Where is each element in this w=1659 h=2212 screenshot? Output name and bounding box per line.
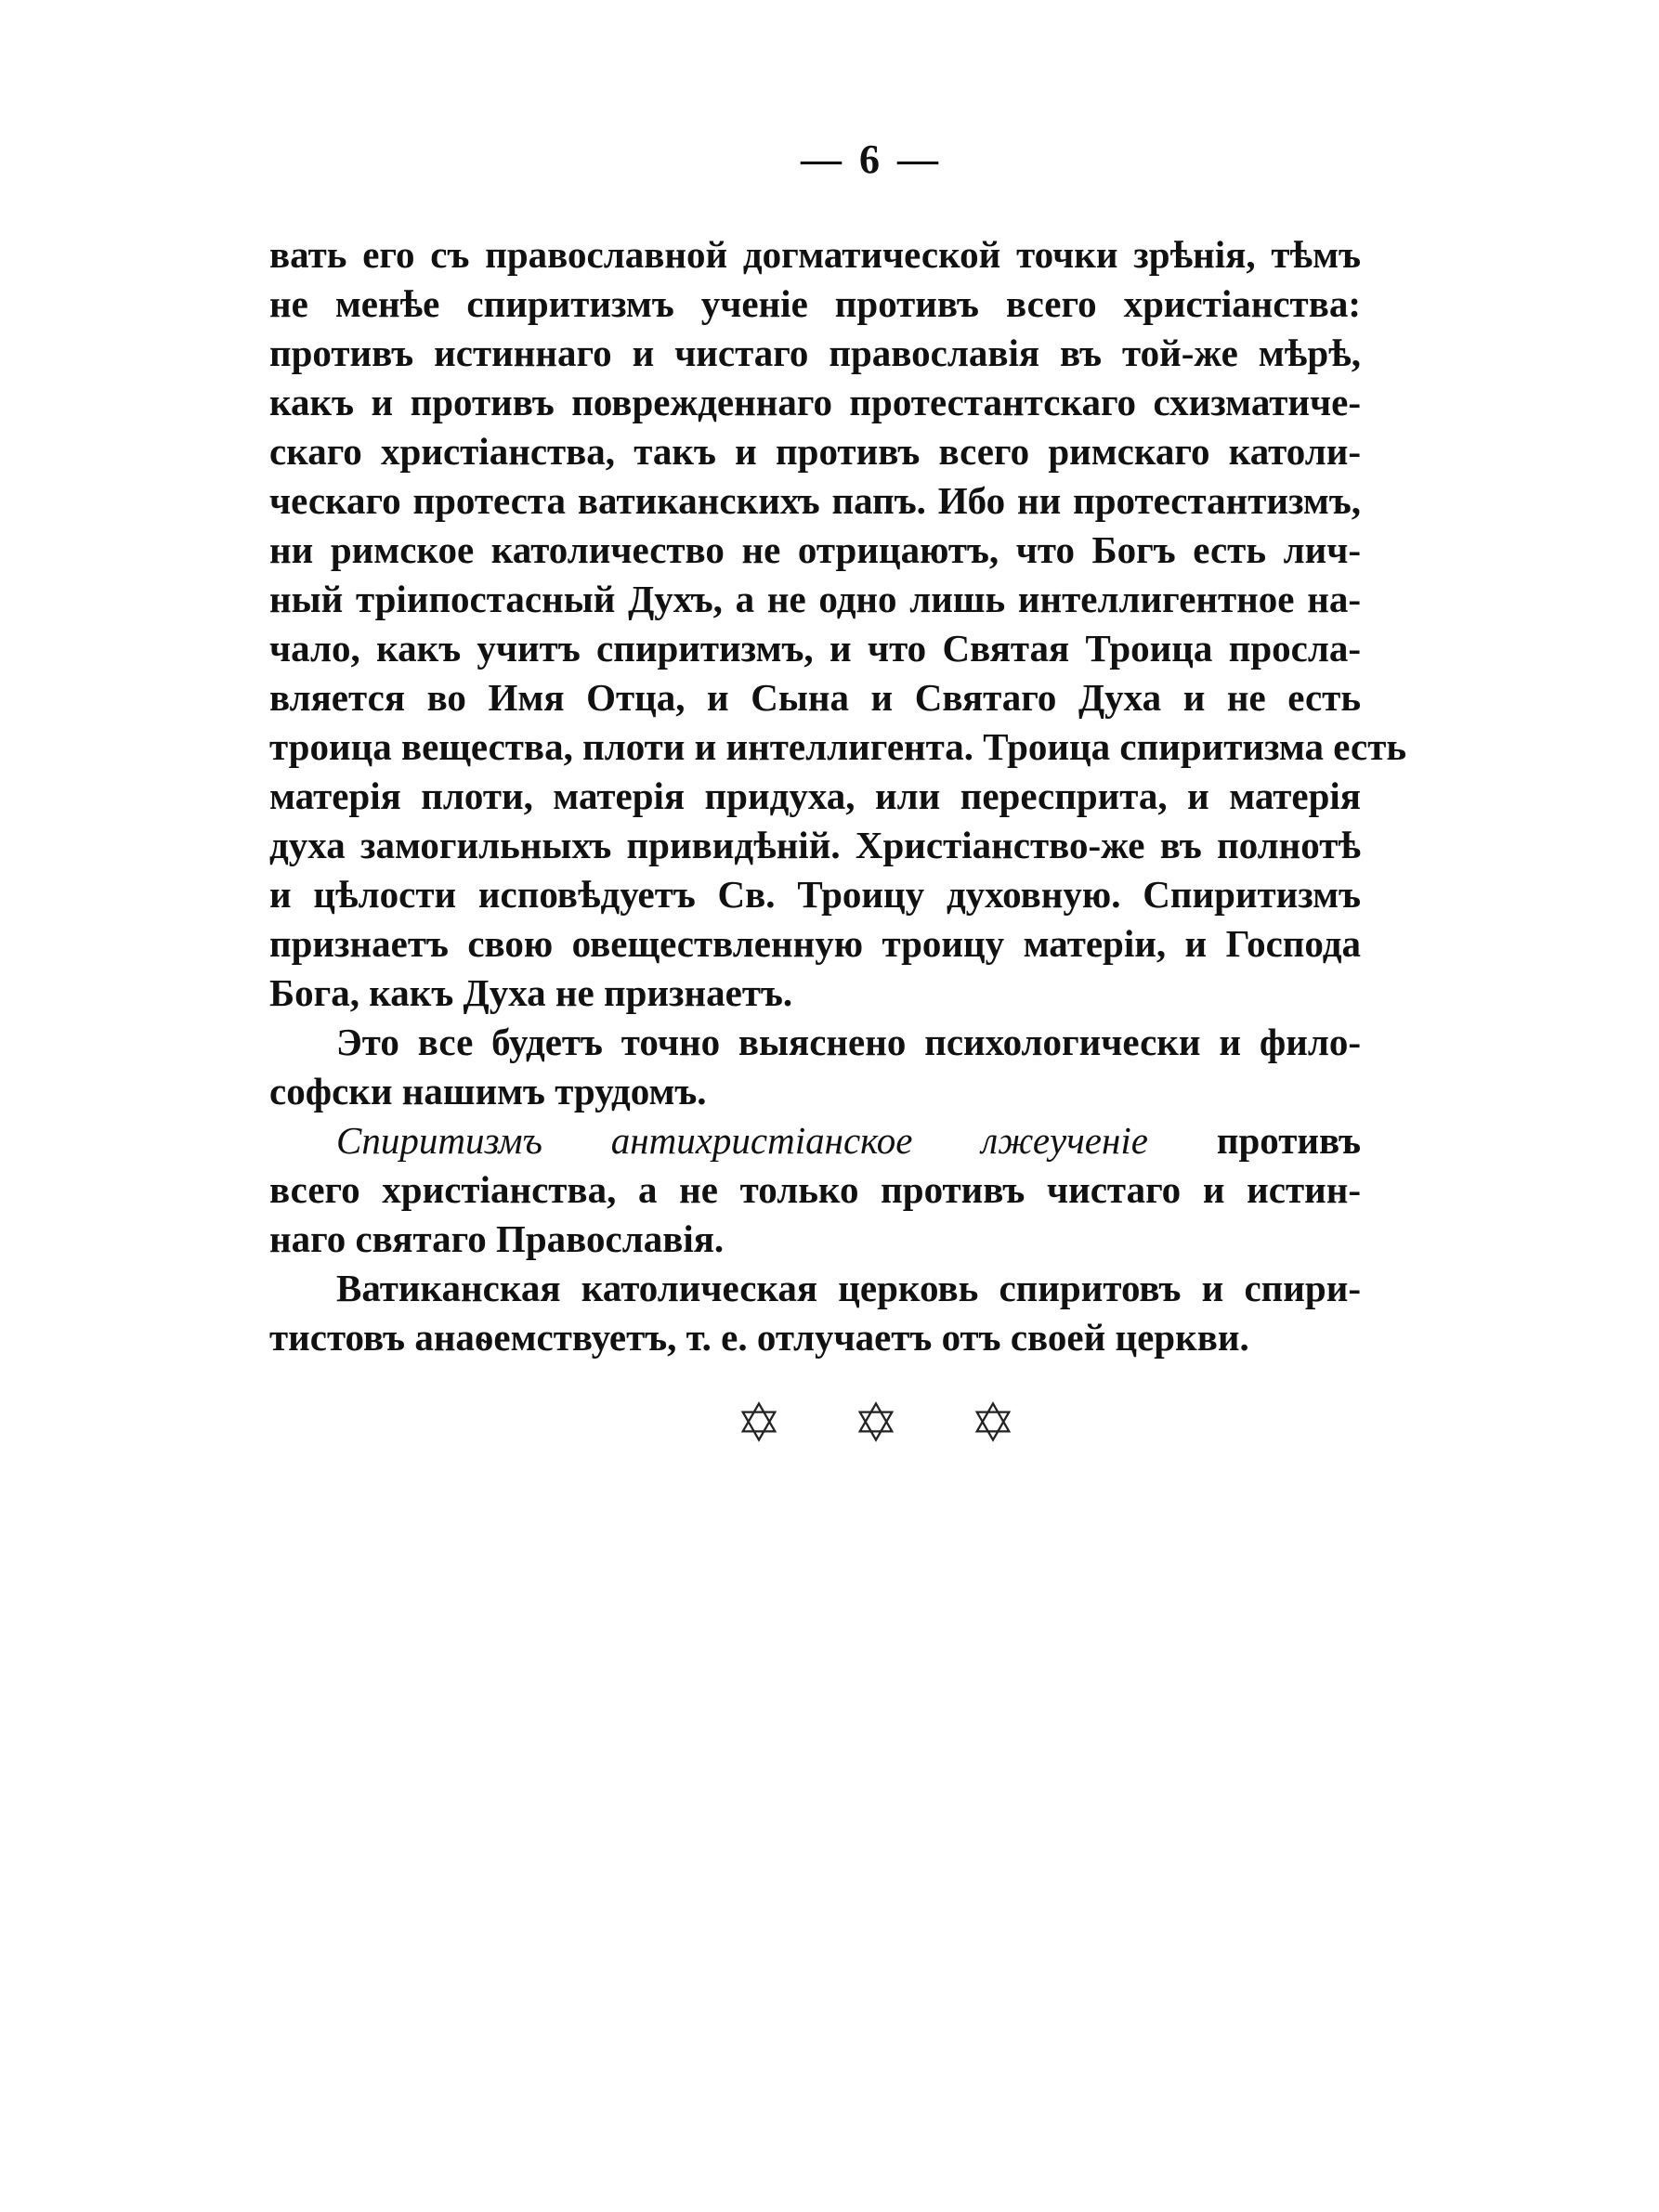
text-line: софски нашимъ трудомъ. bbox=[269, 1070, 707, 1113]
text-line: вляется во Имя Отца, и Сына и Святаго Духа и не есть bbox=[269, 676, 1361, 719]
paragraph bbox=[269, 1116, 1361, 1264]
text-line bbox=[269, 1116, 1361, 1165]
body-text bbox=[269, 230, 1407, 1362]
paragraph bbox=[269, 230, 1407, 1018]
text-line: вать его съ православной догматической точки зрѣнія, тѣмъ bbox=[269, 233, 1361, 276]
text-line: чало, какъ учитъ спиритизмъ, и что Святая Троица просла- bbox=[269, 627, 1361, 670]
page-number: — 6 — bbox=[801, 137, 942, 182]
text-line: скаго христіанства, такъ и противъ всего римскаго католи- bbox=[269, 430, 1361, 473]
star-of-david-icon bbox=[738, 1400, 780, 1443]
text-line: и цѣлости исповѣдуетъ Св. Троицу духовную. Спиритизмъ bbox=[269, 873, 1361, 916]
paragraph bbox=[269, 1018, 1361, 1116]
text-line: Бога, какъ Духа не признаетъ. bbox=[269, 971, 793, 1014]
text-line: троица вещества, плоти и интеллигента. Троица спиритизма есть bbox=[269, 725, 1407, 768]
text-line: какъ и противъ поврежденнаго протестантскаго схизматиче- bbox=[269, 381, 1361, 423]
text-line: матерія плоти, матерія придуха, или пересприта, и матерія bbox=[269, 774, 1361, 817]
text-line: признаетъ свою овеществленную троицу матеріи, и Господа bbox=[269, 922, 1361, 965]
text-line: ни римское католичество не отрицаютъ, что Богъ есть лич- bbox=[269, 528, 1361, 571]
paragraph bbox=[269, 1264, 1361, 1362]
text-line: противъ истиннаго и чистаго православія въ той-же мѣрѣ, bbox=[269, 332, 1361, 374]
text-line: Это все будетъ точно выяснено психологически и фило- bbox=[336, 1021, 1361, 1063]
star-of-david-icon bbox=[972, 1400, 1014, 1443]
text-line: не менѣе спиритизмъ ученіе противъ всего христіанства: bbox=[269, 282, 1361, 325]
text-line: тистовъ анаѳемствуетъ, т. е. отлучаетъ отъ своей церкви. bbox=[269, 1316, 1249, 1359]
text-line: всего христіанства, а не только противъ чистаго и истин- bbox=[269, 1168, 1361, 1211]
text-line: Ватиканская католическая церковь спиритовъ и спири- bbox=[336, 1267, 1361, 1309]
star-of-david-icon bbox=[855, 1400, 897, 1443]
text-line: наго святаго Православія. bbox=[269, 1217, 725, 1260]
text-line: ческаго протеста ватиканскихъ папъ. Ибо ни протестантизмъ, bbox=[269, 479, 1361, 522]
text-line: духа замогильныхъ привидѣній. Христіанство-же въ полнотѣ bbox=[269, 824, 1361, 866]
italic-emphasis: Спиритизмъ антихристіанское лжеученіе bbox=[336, 1119, 1148, 1162]
text-fragment: противъ bbox=[1216, 1119, 1361, 1162]
text-line: ный тріипостасный Духъ, а не одно лишь интеллигентное на- bbox=[269, 578, 1361, 620]
ornament-row bbox=[0, 1400, 1659, 1443]
